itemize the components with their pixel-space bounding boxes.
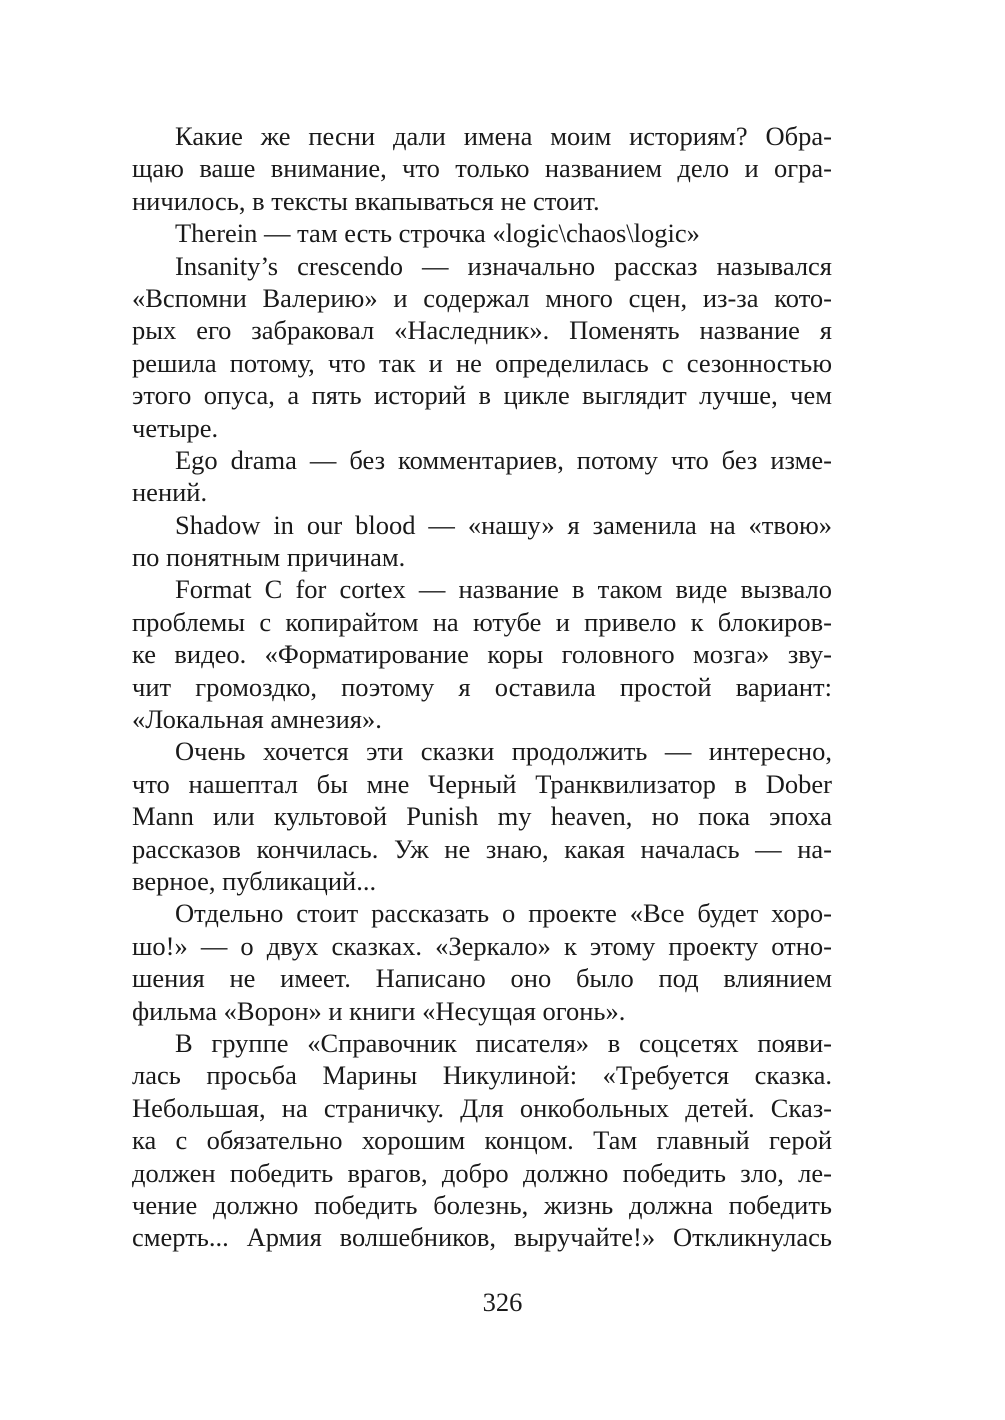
text-line: Insanity’s crescendo — изначально рассказ назывался: [175, 250, 832, 281]
text-line: шения не имеет. Написано оно было под влиянием: [132, 963, 832, 994]
text-line: лась просьба Марины Никулиной: «Требуется сказка.: [132, 1060, 832, 1091]
text-line: чит громоздко, поэтому я оставила простой вариант:: [132, 671, 832, 702]
text-line: чение должно победить болезнь, жизнь должна победить: [132, 1189, 832, 1220]
text-line: Ego drama — без комментариев, потому что без изме-: [175, 444, 832, 475]
text-line: Therein — там есть строчка «logic\chaos\logic»: [175, 218, 700, 249]
text-line: Какие же песни дали имена моим историям? Обра-: [175, 121, 832, 151]
page-number: 326: [482, 1287, 523, 1317]
text-line: должен победить врагов, добро должно победить зло, ле-: [132, 1157, 832, 1188]
text-line: смерть... Армия волшебников, выручайте!» Откликнулась: [132, 1222, 832, 1253]
text-line: четыре.: [132, 412, 219, 443]
text-line: проблемы с копирайтом на ютубе и привело к блокиров-: [132, 606, 832, 637]
book-page-text: [132, 120, 832, 1254]
text-line: Shadow in our blood — «нашу» я заменила на «твою»: [175, 509, 832, 540]
text-line: решила потому, что так и не определилась с сезонностью: [132, 347, 832, 378]
text-line: «Вспомни Валерию» и содержал много сцен, из-за кото-: [132, 282, 832, 313]
text-line: «Локальная амнезия».: [132, 704, 382, 735]
text-line: фильма «Ворон» и книги «Несущая огонь».: [132, 995, 626, 1026]
text-line: рых его забраковал «Наследник». Поменять название я: [132, 315, 832, 346]
text-line: шо!» — о двух сказках. «Зеркало» к этому проекту отно-: [132, 930, 832, 961]
text-line: верное, публикаций...: [132, 865, 377, 896]
text-line: ке видео. «Форматирование коры головного мозга» зву-: [132, 639, 832, 670]
text-line: ничилось, в тексты вкапываться не стоит.: [132, 185, 600, 216]
text-line: Очень хочется эти сказки продолжить — интересно,: [175, 736, 832, 767]
text-line: Format C for cortex — название в таком виде вызвало: [175, 574, 832, 605]
text-line: по понятным причинам.: [132, 542, 406, 573]
text-line: нений.: [132, 477, 208, 508]
text-line: щаю ваше внимание, что только названием дело и огра-: [132, 153, 832, 184]
text-line: Отдельно стоит рассказать о проекте «Все будет хоро-: [175, 898, 832, 929]
text-line: что нашептал бы мне Черный Транквилизатор в Dober: [132, 768, 832, 799]
text-line: Небольшая, на страничку. Для онкобольных детей. Сказ-: [132, 1092, 832, 1123]
text-line: рассказов кончилась. Уж не знаю, какая началась — на-: [132, 833, 832, 864]
text-line: ка с обязательно хорошим концом. Там главный герой: [132, 1125, 832, 1156]
text-line: В группе «Справочник писателя» в соцсетях появи-: [175, 1027, 832, 1058]
text-line: Mann или культовой Punish my heaven, но пока эпоха: [132, 801, 832, 832]
text-line: этого опуса, а пять историй в цикле выглядит лучше, чем: [132, 380, 832, 411]
